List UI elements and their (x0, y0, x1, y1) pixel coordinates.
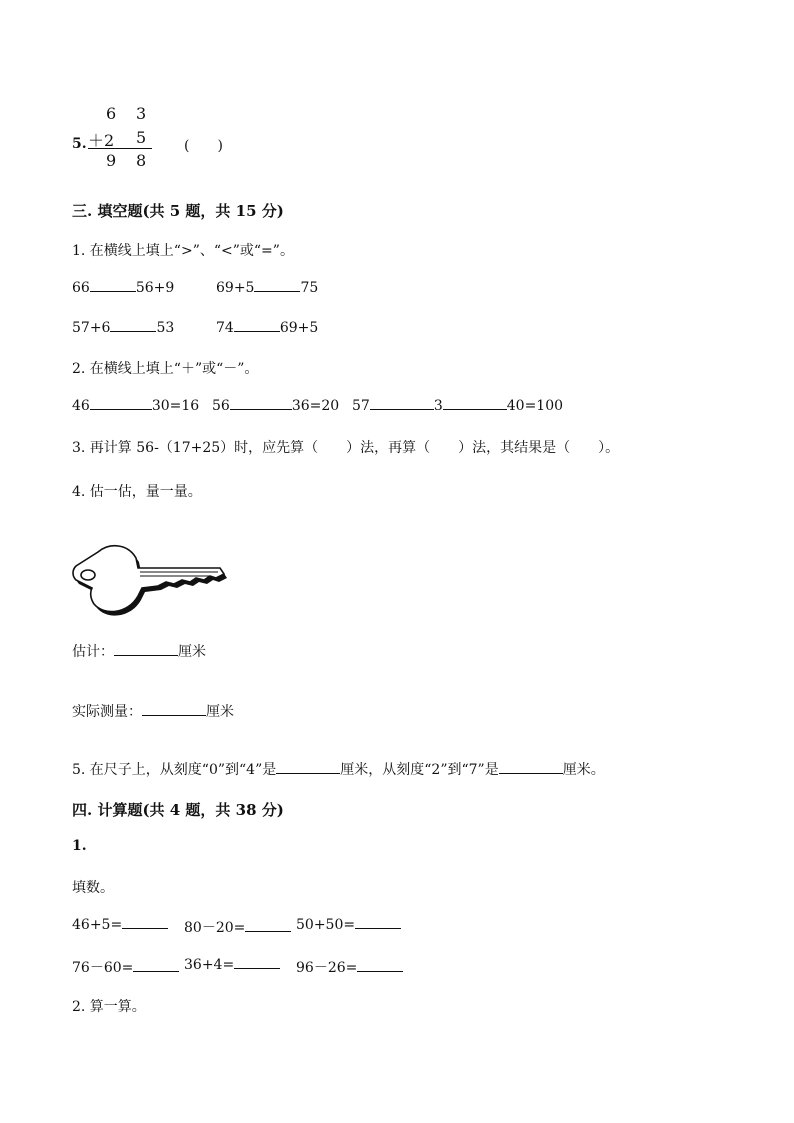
answer-blank[interactable] (355, 927, 401, 929)
operand: 30=16 (151, 398, 200, 414)
answer-blank[interactable] (370, 408, 434, 410)
s4-q1-row2-item2 (184, 957, 280, 973)
left-operand: 66 (72, 280, 90, 296)
s3-q2-stem: 2. 在横线上填上“＋”或“－”。 (72, 361, 259, 377)
estimate-blank[interactable] (114, 654, 178, 656)
s4-q1-num: 1. (72, 838, 87, 854)
mid-digit-ones: 5 (136, 128, 147, 147)
answer-blank[interactable] (357, 970, 403, 972)
q5-part3: 厘米。 (562, 762, 605, 778)
answer-blank[interactable] (276, 772, 340, 774)
measure-unit: 厘米 (206, 704, 234, 720)
answer-blank[interactable] (90, 408, 152, 410)
question-number: 5. (72, 136, 87, 152)
q5-part1: 5. 在尺子上，从刻度“0”到“4”是 (72, 762, 277, 778)
measure-blank[interactable] (142, 714, 206, 716)
s4-q1-row2-item3 (296, 957, 403, 977)
answer-blank[interactable] (245, 930, 291, 932)
top-digit-ones: 3 (136, 104, 147, 123)
s4-q1-row2-item1 (72, 957, 179, 977)
section3-title: 三. 填空题(共 5 题，共 15 分) (72, 202, 284, 220)
answer-paren: ( ) (184, 138, 223, 154)
bottom-digit-ones: 8 (136, 151, 147, 170)
s3-q5 (72, 759, 605, 779)
key-image (70, 538, 230, 616)
expression: 50+50= (296, 917, 356, 933)
operand: 46 (72, 398, 90, 414)
expression: 36+4= (184, 957, 235, 973)
answer-blank[interactable] (133, 970, 179, 972)
s3-q1-row1-item1 (72, 280, 174, 296)
right-operand: 75 (300, 280, 319, 296)
mid-digit-tens: ＋2 (88, 131, 115, 150)
expression: 76－60= (72, 960, 134, 976)
right-operand: 69+5 (279, 320, 319, 336)
s3-q4-estimate (72, 641, 206, 661)
s3-q4-measure (72, 701, 234, 721)
measure-label: 实际测量： (72, 704, 142, 720)
s3-q2-item2 (212, 398, 339, 414)
s3-q2-item3 (352, 398, 563, 414)
answer-blank[interactable] (254, 290, 300, 292)
estimate-unit: 厘米 (178, 644, 206, 660)
left-operand: 69+5 (216, 280, 255, 296)
operand: 36=20 (291, 398, 340, 414)
s4-q1-row1-item3 (296, 917, 401, 933)
s3-q1-stem: 1. 在横线上填上“>”、“<”或“=”。 (72, 243, 294, 259)
s3-q1-row2-item1 (72, 320, 174, 336)
answer-blank[interactable] (234, 330, 280, 332)
s3-q3-text: 3. 再计算 56-（17+25）时，应先算（ ）法，再算（ ）法，其结果是（ ）。 (72, 440, 620, 456)
top-digit-tens: 6 (106, 104, 117, 123)
operand: 57 (352, 398, 370, 414)
s3-q4-stem: 4. 估一估，量一量。 (72, 484, 202, 500)
s4-q1-row1-item2 (184, 917, 291, 937)
answer-blank[interactable] (234, 967, 280, 969)
s3-q1-row2-item2 (216, 320, 318, 336)
section4-title: 四. 计算题(共 4 题，共 38 分) (72, 801, 284, 819)
operand: 56 (212, 398, 230, 414)
q5-part2: 厘米，从刻度“2”到“7”是 (340, 762, 499, 778)
s3-q2-item1 (72, 398, 199, 414)
answer-blank[interactable] (230, 408, 292, 410)
sum-line (88, 148, 152, 149)
expression: 96－26= (296, 960, 358, 976)
left-operand: 74 (216, 320, 234, 336)
operand: 40=100 (506, 398, 564, 414)
left-operand: 57+6 (72, 320, 111, 336)
answer-blank[interactable] (90, 290, 136, 292)
bottom-digit-tens: 9 (106, 151, 117, 170)
right-operand: 56+9 (135, 280, 175, 296)
answer-blank[interactable] (499, 772, 563, 774)
operand: 3 (433, 398, 443, 414)
s4-q1-stem: 填数。 (72, 880, 114, 896)
answer-blank[interactable] (443, 408, 507, 410)
right-operand: 53 (156, 320, 175, 336)
answer-blank[interactable] (110, 330, 156, 332)
expression: 80－20= (184, 920, 246, 936)
estimate-label: 估计： (72, 644, 114, 660)
s3-q1-row1-item2 (216, 280, 318, 296)
s4-q2-stem: 2. 算一算。 (72, 999, 146, 1015)
answer-blank[interactable] (122, 927, 168, 929)
expression: 46+5= (72, 917, 123, 933)
s4-q1-row1-item1 (72, 917, 168, 933)
